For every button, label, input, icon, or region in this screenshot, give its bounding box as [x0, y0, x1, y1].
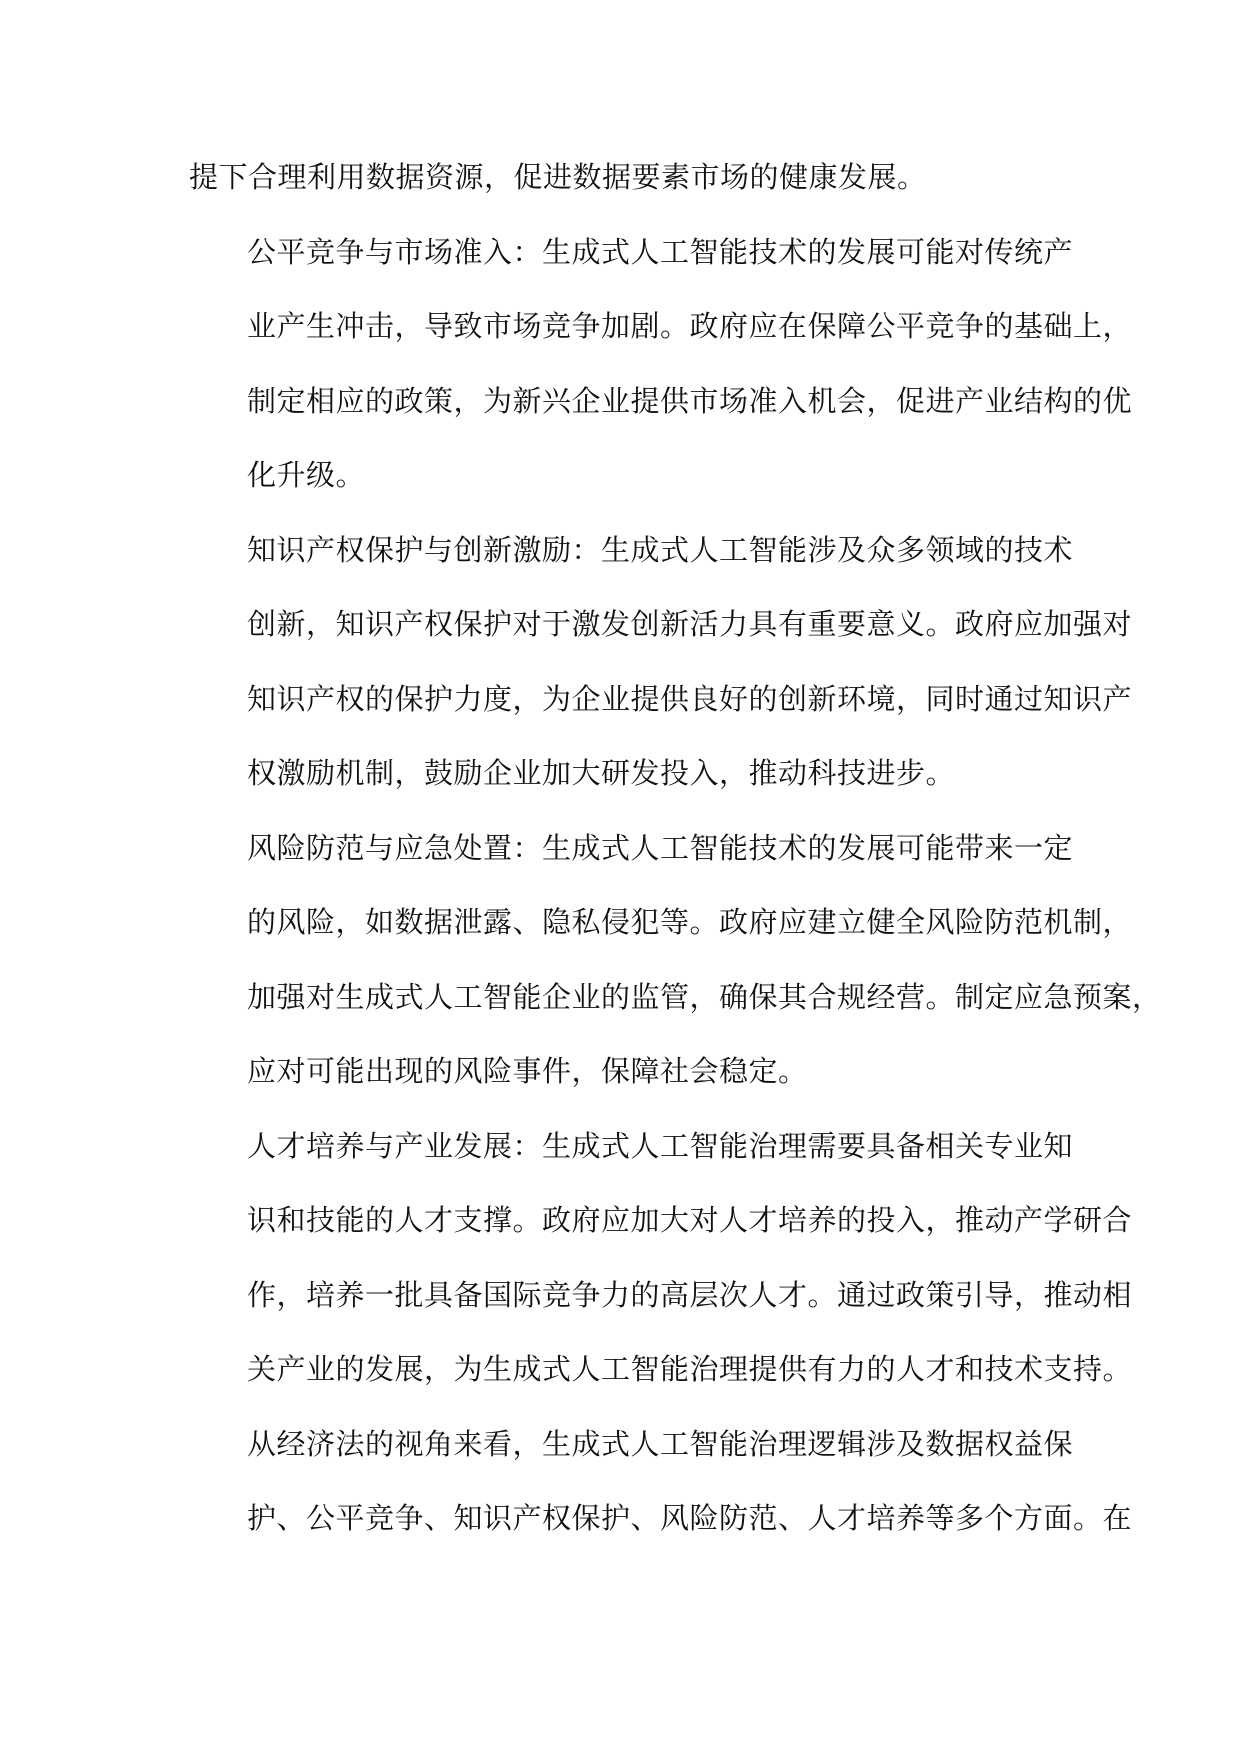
text-line: 人才培养与产业发展：生成式人工智能治理需要具备相关专业知 — [247, 1128, 1074, 1163]
text-line: 从经济法的视角来看，生成式人工智能治理逻辑涉及数据权益保 — [247, 1426, 1074, 1461]
text-line: 权激励机制，鼓励企业加大研发投入，推动科技进步。 — [247, 756, 956, 790]
text-line: 应对可能出现的风险事件，保障社会稳定。 — [247, 1054, 808, 1088]
text-line: 知识产权保护与创新激励：生成式人工智能涉及众多领域的技术 — [247, 532, 1074, 567]
text-line: 制定相应的政策，为新兴企业提供市场准入机会，促进产业结构的优 — [247, 383, 1133, 418]
text-line: 识和技能的人才支撑。政府应加大对人才培养的投入，推动产学研合 — [247, 1203, 1133, 1237]
text-line: 作，培养一批具备国际竞争力的高层次人才。通过政策引导，推动相 — [247, 1277, 1133, 1312]
document-body — [189, 140, 1162, 1556]
text-line: 创新，知识产权保护对于激发创新活力具有重要意义。政府应加强对 — [247, 607, 1133, 641]
text-line: 关产业的发展，为生成式人工智能治理提供有力的人才和技术支持。 — [247, 1352, 1133, 1386]
text-line: 风险防范与应急处置：生成式人工智能技术的发展可能带来一定 — [247, 830, 1074, 865]
text-line: 知识产权的保护力度，为企业提供良好的创新环境，同时通过知识产 — [247, 681, 1133, 716]
text-line: 公平竞争与市场准入：生成式人工智能技术的发展可能对传统产 — [247, 234, 1074, 269]
text-line: 加强对生成式人工智能企业的监管，确保其合规经营。制定应急预案， — [247, 979, 1162, 1014]
text-line: 业产生冲击，导致市场竞争加剧。政府应在保障公平竞争的基础上， — [247, 309, 1133, 343]
text-line: 化升级。 — [247, 458, 366, 492]
paragraph-data-resources — [189, 140, 1059, 215]
text-line: 提下合理利用数据资源，促进数据要素市场的健康发展。 — [189, 160, 927, 194]
text-line: 护、公平竞争、知识产权保护、风险防范、人才培养等多个方面。在 — [247, 1501, 1133, 1535]
paragraph-ip-protection — [189, 513, 1133, 811]
paragraph-economic-law-summary — [189, 1407, 1133, 1556]
text-line: 的风险，如数据泄露、隐私侵犯等。政府应建立健全风险防范机制， — [247, 905, 1133, 939]
paragraph-talent-development — [189, 1109, 1133, 1407]
paragraph-fair-competition — [189, 215, 1133, 513]
paragraph-risk-prevention — [189, 811, 1162, 1109]
